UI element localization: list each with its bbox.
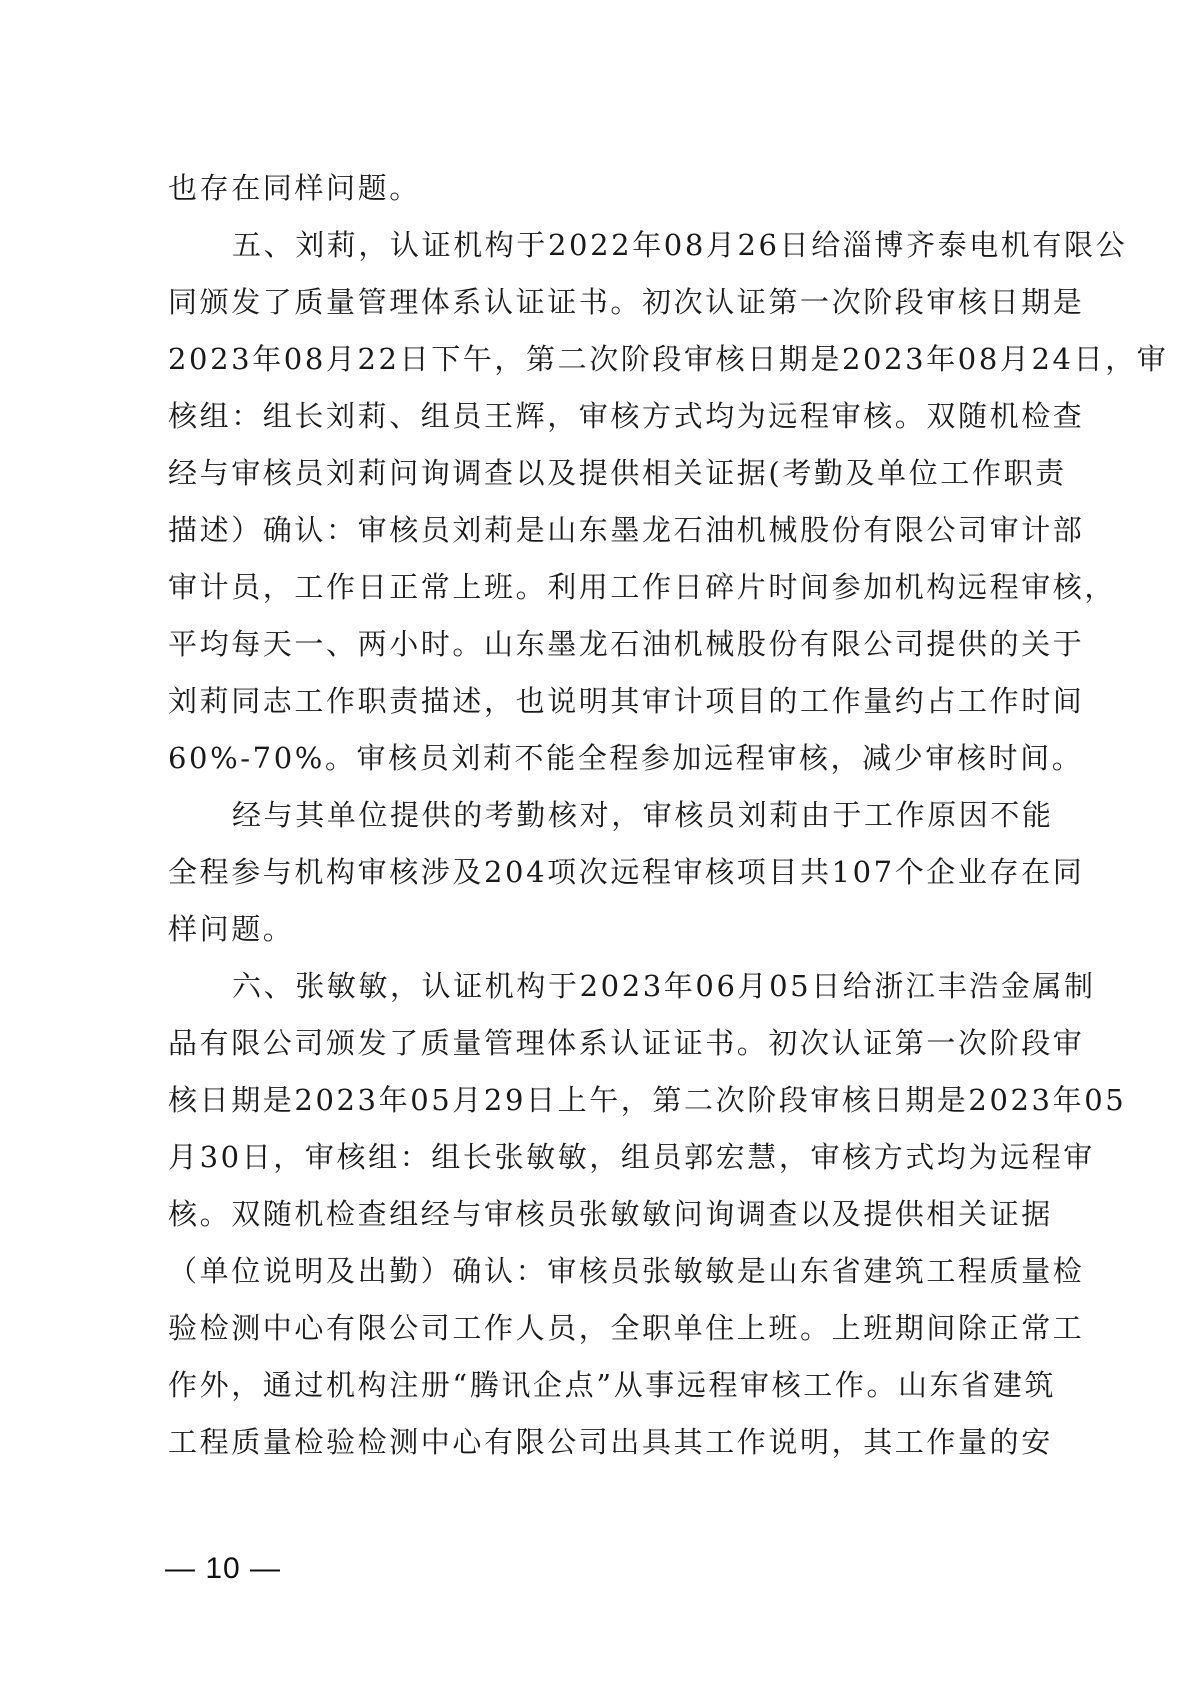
- text-line: 工程质量检验检测中心有限公司出具其工作说明，其工作量的安: [168, 1425, 1053, 1459]
- text-line: 平均每天一、两小时。山东墨龙石油机械股份有限公司提供的关于: [168, 627, 1085, 661]
- text-line: 经与审核员刘莉问询调查以及提供相关证据(考勤及单位工作职责: [168, 456, 1067, 490]
- text-line: 刘莉同志工作职责描述，也说明其审计项目的工作量约占工作时间: [168, 684, 1085, 718]
- text-line: 样问题。: [168, 912, 295, 946]
- body-text: [168, 160, 1169, 1471]
- page-number: — 10 —: [165, 1552, 282, 1585]
- text-line: 核。双随机检查组经与审核员张敏敏问询调查以及提供相关证据: [168, 1197, 1053, 1231]
- text-line: （单位说明及出勤）确认：审核员张敏敏是山东省建筑工程质量检: [168, 1254, 1085, 1288]
- text-line: 同颁发了质量管理体系认证证书。初次认证第一次阶段审核日期是: [168, 285, 1085, 319]
- paragraph-attendance-start: 经与其单位提供的考勤核对，审核员刘莉由于工作原因不能: [232, 798, 1054, 832]
- text-line: 描述）确认：审核员刘莉是山东墨龙石油机械股份有限公司审计部: [168, 513, 1085, 547]
- paragraph-five-start: 五、刘莉，认证机构于2022年08月26日给淄博齐泰电机有限公: [232, 228, 1128, 262]
- text-line: 60%-70%。审核员刘莉不能全程参加远程审核，减少审核时间。: [168, 741, 1084, 775]
- text-line: 也存在同样问题。: [168, 171, 421, 205]
- text-line: 核日期是2023年05月29日上午，第二次阶段审核日期是2023年05: [168, 1083, 1127, 1117]
- text-line: 作外，通过机构注册“腾讯企点”从事远程审核工作。山东省建筑: [168, 1368, 1057, 1402]
- text-line: 审计员，工作日正常上班。利用工作日碎片时间参加机构远程审核，: [168, 570, 1117, 604]
- text-line: 品有限公司颁发了质量管理体系认证证书。初次认证第一次阶段审: [168, 1026, 1085, 1060]
- paragraph-six-start: 六、张敏敏，认证机构于2023年06月05日给浙江丰浩金属制: [232, 969, 1096, 1003]
- text-line: 2023年08月22日下午，第二次阶段审核日期是2023年08月24日，审: [168, 342, 1169, 376]
- text-line: 月30日，审核组：组长张敏敏，组员郭宏慧，审核方式均为远程审: [168, 1140, 1095, 1174]
- text-line: 核组：组长刘莉、组员王辉，审核方式均为远程审核。双随机检查: [168, 399, 1085, 433]
- text-line: 验检测中心有限公司工作人员，全职单住上班。上班期间除正常工: [168, 1311, 1085, 1345]
- text-line: 全程参与机构审核涉及204项次远程审核项目共107个企业存在同: [168, 855, 1085, 889]
